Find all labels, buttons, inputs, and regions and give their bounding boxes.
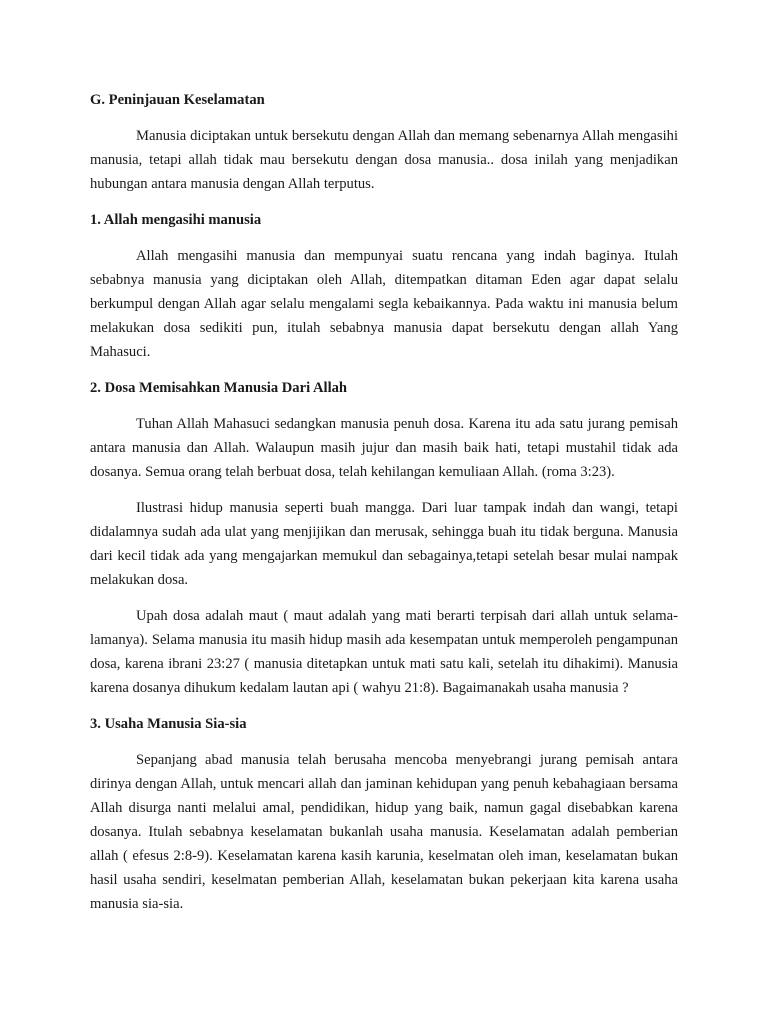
paragraph: Ilustrasi hidup manusia seperti buah mangga. Dari luar tampak indah dan wangi, tetapi didalamnya sudah ada ulat yang menjijikan dan merusak, sehingga buah itu tidak berguna. Manusia dari kecil tidak ada yang mengajarkan memukul dan sebagainya,tetapi setelah besar mulai nampak melakukan dosa. [90, 500, 678, 588]
section-heading-allah-mengasihi-manusia: 1. Allah mengasihi manusia [90, 212, 262, 228]
paragraph: Sepanjang abad manusia telah berusaha mencoba menyebrangi jurang pemisah antara dirinya dengan Allah, untuk mencari allah dan jaminan kehidupan yang penuh kebahagiaan bersama Allah disurga nanti melalui amal, pendidikan, hidup yang baik, namun gagal disebabkan karena dosanya. Itulah sebabnya keselamatan bukanlah usaha manusia. Keselamatan adalah pemberian allah ( efesus 2:8-9). Keselamatan karena kasih karunia, keselmatan oleh iman, keselamatan bukan hasil usaha sendiri, keselmatan pemberian Allah, keselamatan bukan pekerjaan kita karena usaha manusia sia-sia. [90, 752, 678, 912]
paragraph: Allah mengasihi manusia dan mempunyai suatu rencana yang indah baginya. Itulah sebabnya manusia yang diciptakan oleh Allah, ditempatkan ditaman Eden agar dapat selalu berkumpul dengan Allah agar selalu mengalami segla kebaikannya. Pada waktu ini manusia belum melakukan dosa sedikiti pun, itulah sebabnya manusia dapat bersekutu dengan allah Yang Mahasuci. [90, 248, 678, 360]
paragraph: Manusia diciptakan untuk bersekutu dengan Allah dan memang sebenarnya Allah mengasihi manusia, tetapi allah tidak mau bersekutu dengan dosa manusia.. dosa inilah yang menjadikan hubungan antara manusia dengan Allah terputus. [90, 128, 678, 192]
section-heading-peninjauan-keselamatan: G. Peninjauan Keselamatan [90, 92, 265, 108]
document-page [90, 88, 678, 916]
paragraph: Upah dosa adalah maut ( maut adalah yang mati berarti terpisah dari allah untuk selama-lamanya). Selama manusia itu masih hidup masih ada kesempatan untuk memperoleh pengampunan dosa, karena ibrani 23:27 ( manusia ditetapkan untuk mati satu kali, setelah itu dihakimi). Manusia karena dosanya dihukum kedalam lautan api ( wahyu 21:8). Bagaimanakah usaha manusia ? [90, 608, 678, 696]
paragraph: Tuhan Allah Mahasuci sedangkan manusia penuh dosa. Karena itu ada satu jurang pemisah antara manusia dan Allah. Walaupun masih jujur dan masih baik hati, tetapi mustahil tidak ada dosanya. Semua orang telah berbuat dosa, telah kehilangan kemuliaan Allah. (roma 3:23). [90, 416, 678, 480]
section-heading-dosa-memisahkan: 2. Dosa Memisahkan Manusia Dari Allah [90, 380, 348, 396]
section-heading-usaha-manusia-sia-sia: 3. Usaha Manusia Sia-sia [90, 716, 247, 732]
